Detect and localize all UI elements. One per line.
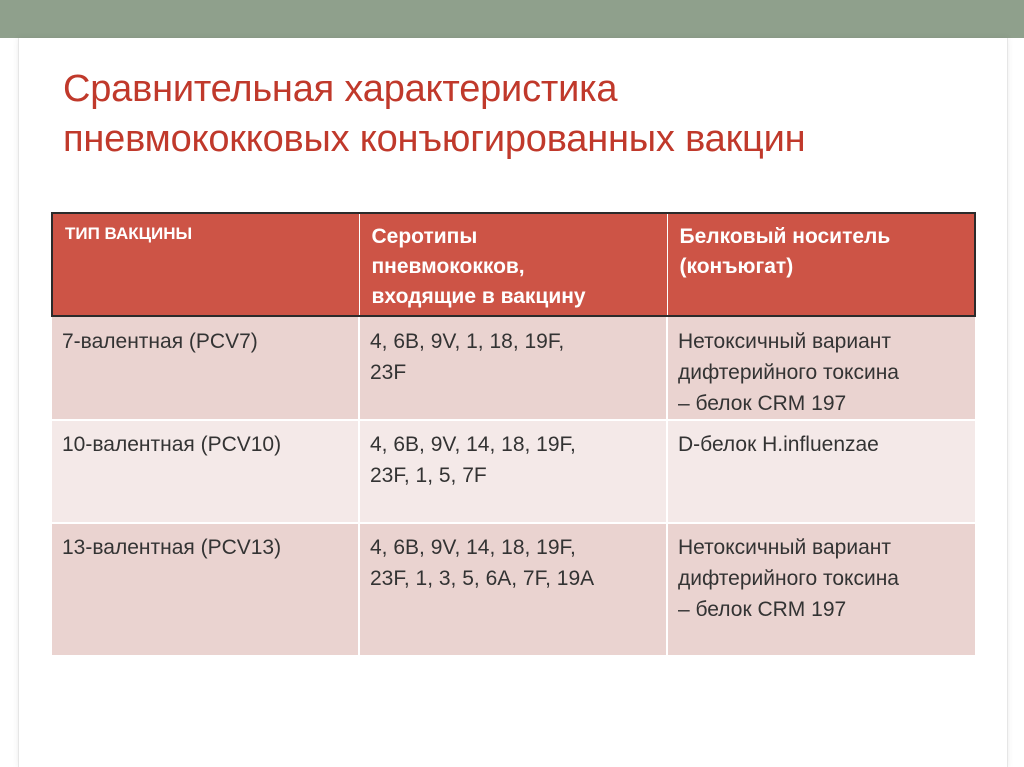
table-row — [52, 316, 975, 420]
slide-title — [63, 64, 963, 164]
carrier-line: Нетоксичный вариант — [678, 536, 891, 559]
table-header-row — [52, 213, 975, 316]
carrier-line: D-белок H.influenzae — [678, 433, 879, 456]
carrier-line: – белок CRM 197 — [678, 392, 847, 415]
serotypes-line: 4, 6B, 9V, 14, 18, 19F, — [370, 536, 576, 559]
header-carrier-line: Белковый носитель — [679, 225, 891, 248]
slide-title-line-1: Сравнительная характеристика — [63, 68, 618, 110]
table-row — [52, 523, 975, 656]
header-serotypes-line: входящие в вакцину — [371, 285, 586, 308]
carrier-line: Нетоксичный вариант — [678, 330, 891, 353]
cell-serotypes — [359, 523, 667, 656]
header-serotypes-line: Серотипы — [371, 225, 478, 248]
vaccine-comparison-table — [51, 212, 976, 657]
table-row — [52, 420, 975, 523]
header-protein-carrier — [667, 213, 975, 316]
top-decor-bar — [0, 0, 1024, 38]
header-vaccine-type: ТИП ВАКЦИНЫ — [52, 213, 359, 316]
cell-carrier — [667, 523, 975, 656]
serotypes-line: 23F — [370, 361, 407, 384]
header-carrier-line: (конъюгат) — [679, 255, 794, 278]
carrier-line: – белок CRM 197 — [678, 598, 847, 621]
serotypes-line: 4, 6B, 9V, 14, 18, 19F, — [370, 433, 576, 456]
slide-title-line-2: пневмококковых конъюгированных вакцин — [63, 118, 806, 160]
carrier-line: дифтерийного токсина — [678, 361, 899, 384]
serotypes-line: 23F, 1, 3, 5, 6A, 7F, 19A — [370, 567, 595, 590]
carrier-line: дифтерийного токсина — [678, 567, 899, 590]
header-serotypes-line: пневмококков, — [371, 255, 525, 278]
cell-serotypes — [359, 420, 667, 523]
cell-vaccine-type: 7-валентная (PCV7) — [52, 316, 359, 420]
cell-vaccine-type: 10-валентная (PCV10) — [52, 420, 359, 523]
cell-carrier — [667, 316, 975, 420]
cell-carrier — [667, 420, 975, 523]
cell-serotypes — [359, 316, 667, 420]
serotypes-line: 23F, 1, 5, 7F — [370, 464, 487, 487]
header-serotypes — [359, 213, 667, 316]
cell-vaccine-type: 13-валентная (PCV13) — [52, 523, 359, 656]
serotypes-line: 4, 6B, 9V, 1, 18, 19F, — [370, 330, 565, 353]
